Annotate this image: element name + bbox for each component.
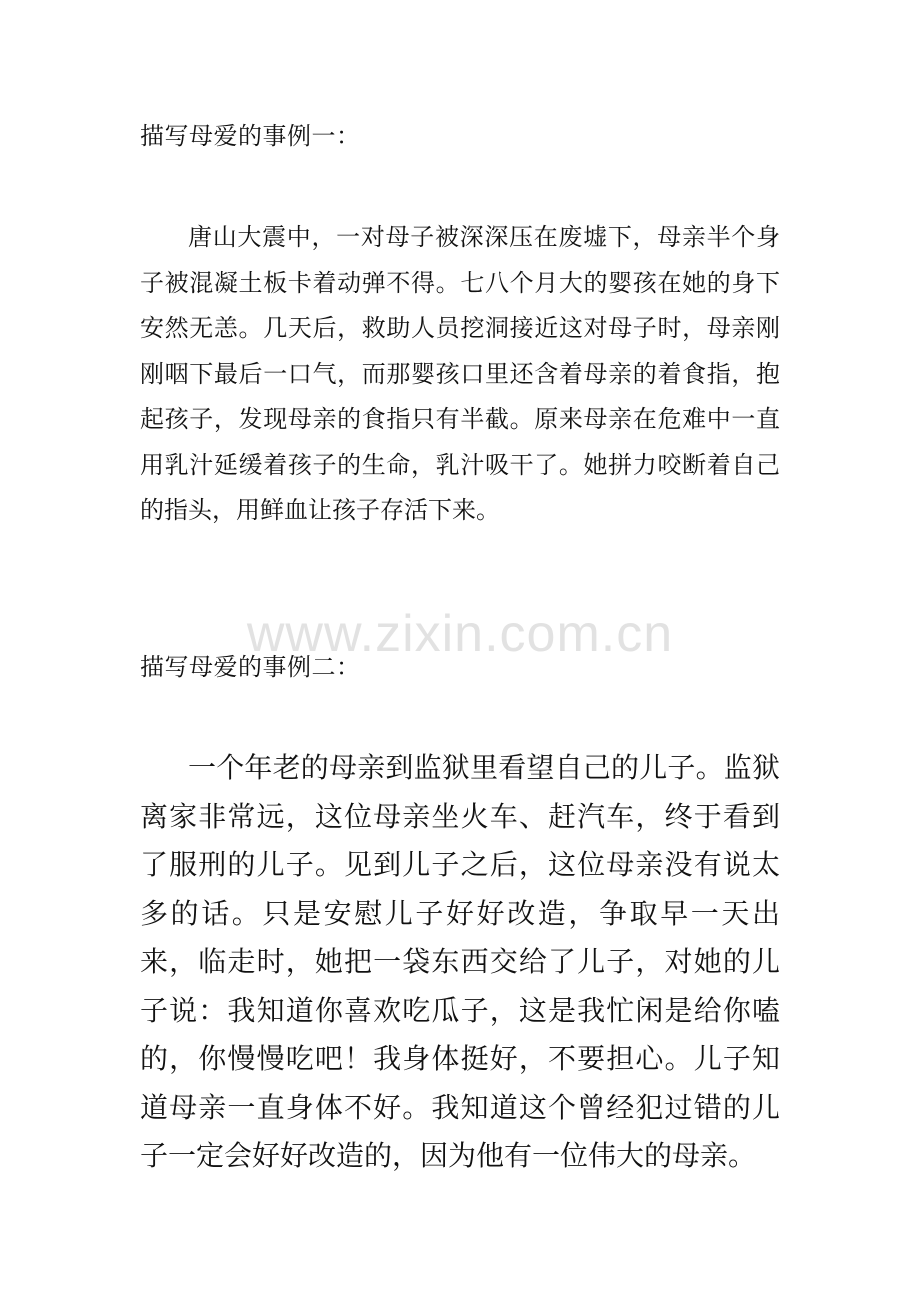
- section-2-heading: 描写母爱的事例二：: [140, 653, 361, 681]
- section-1-paragraph: 唐山大震中，一对母子被深深压在废墟下，母亲半个身子被混凝土板卡着动弹不得。七八个月大的婴孩在她的身下安然无恙。几天后，救助人员挖洞接近这对母子时，母亲刚刚咽下最后一口气，而那婴孩口里还含着母亲的着食指，抱起孩子，发现母亲的食指只有半截。原来母亲在危难中一直用乳汁延缓着孩子的生命，乳汁吸干了。她拼力咬断着自己的指头，用鲜血让孩子存活下来。: [140, 223, 780, 524]
- section-1-heading: 描写母爱的事例一：: [140, 122, 361, 150]
- section-2-paragraph: 一个年老的母亲到监狱里看望自己的儿子。监狱离家非常远，这位母亲坐火车、赶汽车，终于看到了服刑的儿子。见到儿子之后，这位母亲没有说太多的话。只是安慰儿子好好改造，争取早一天出来，临走时，她把一袋东西交给了儿子，对她的儿子说：我知道你喜欢吃瓜子，这是我忙闲是给你嗑的，你慢慢吃吧！我身体挺好，不要担心。儿子知道母亲一直身体不好。我知道这个曾经犯过错的儿子一定会好好改造的，因为他有一位伟大的母亲。: [140, 751, 780, 1172]
- watermark: www.zixin.com.cn: [246, 605, 674, 663]
